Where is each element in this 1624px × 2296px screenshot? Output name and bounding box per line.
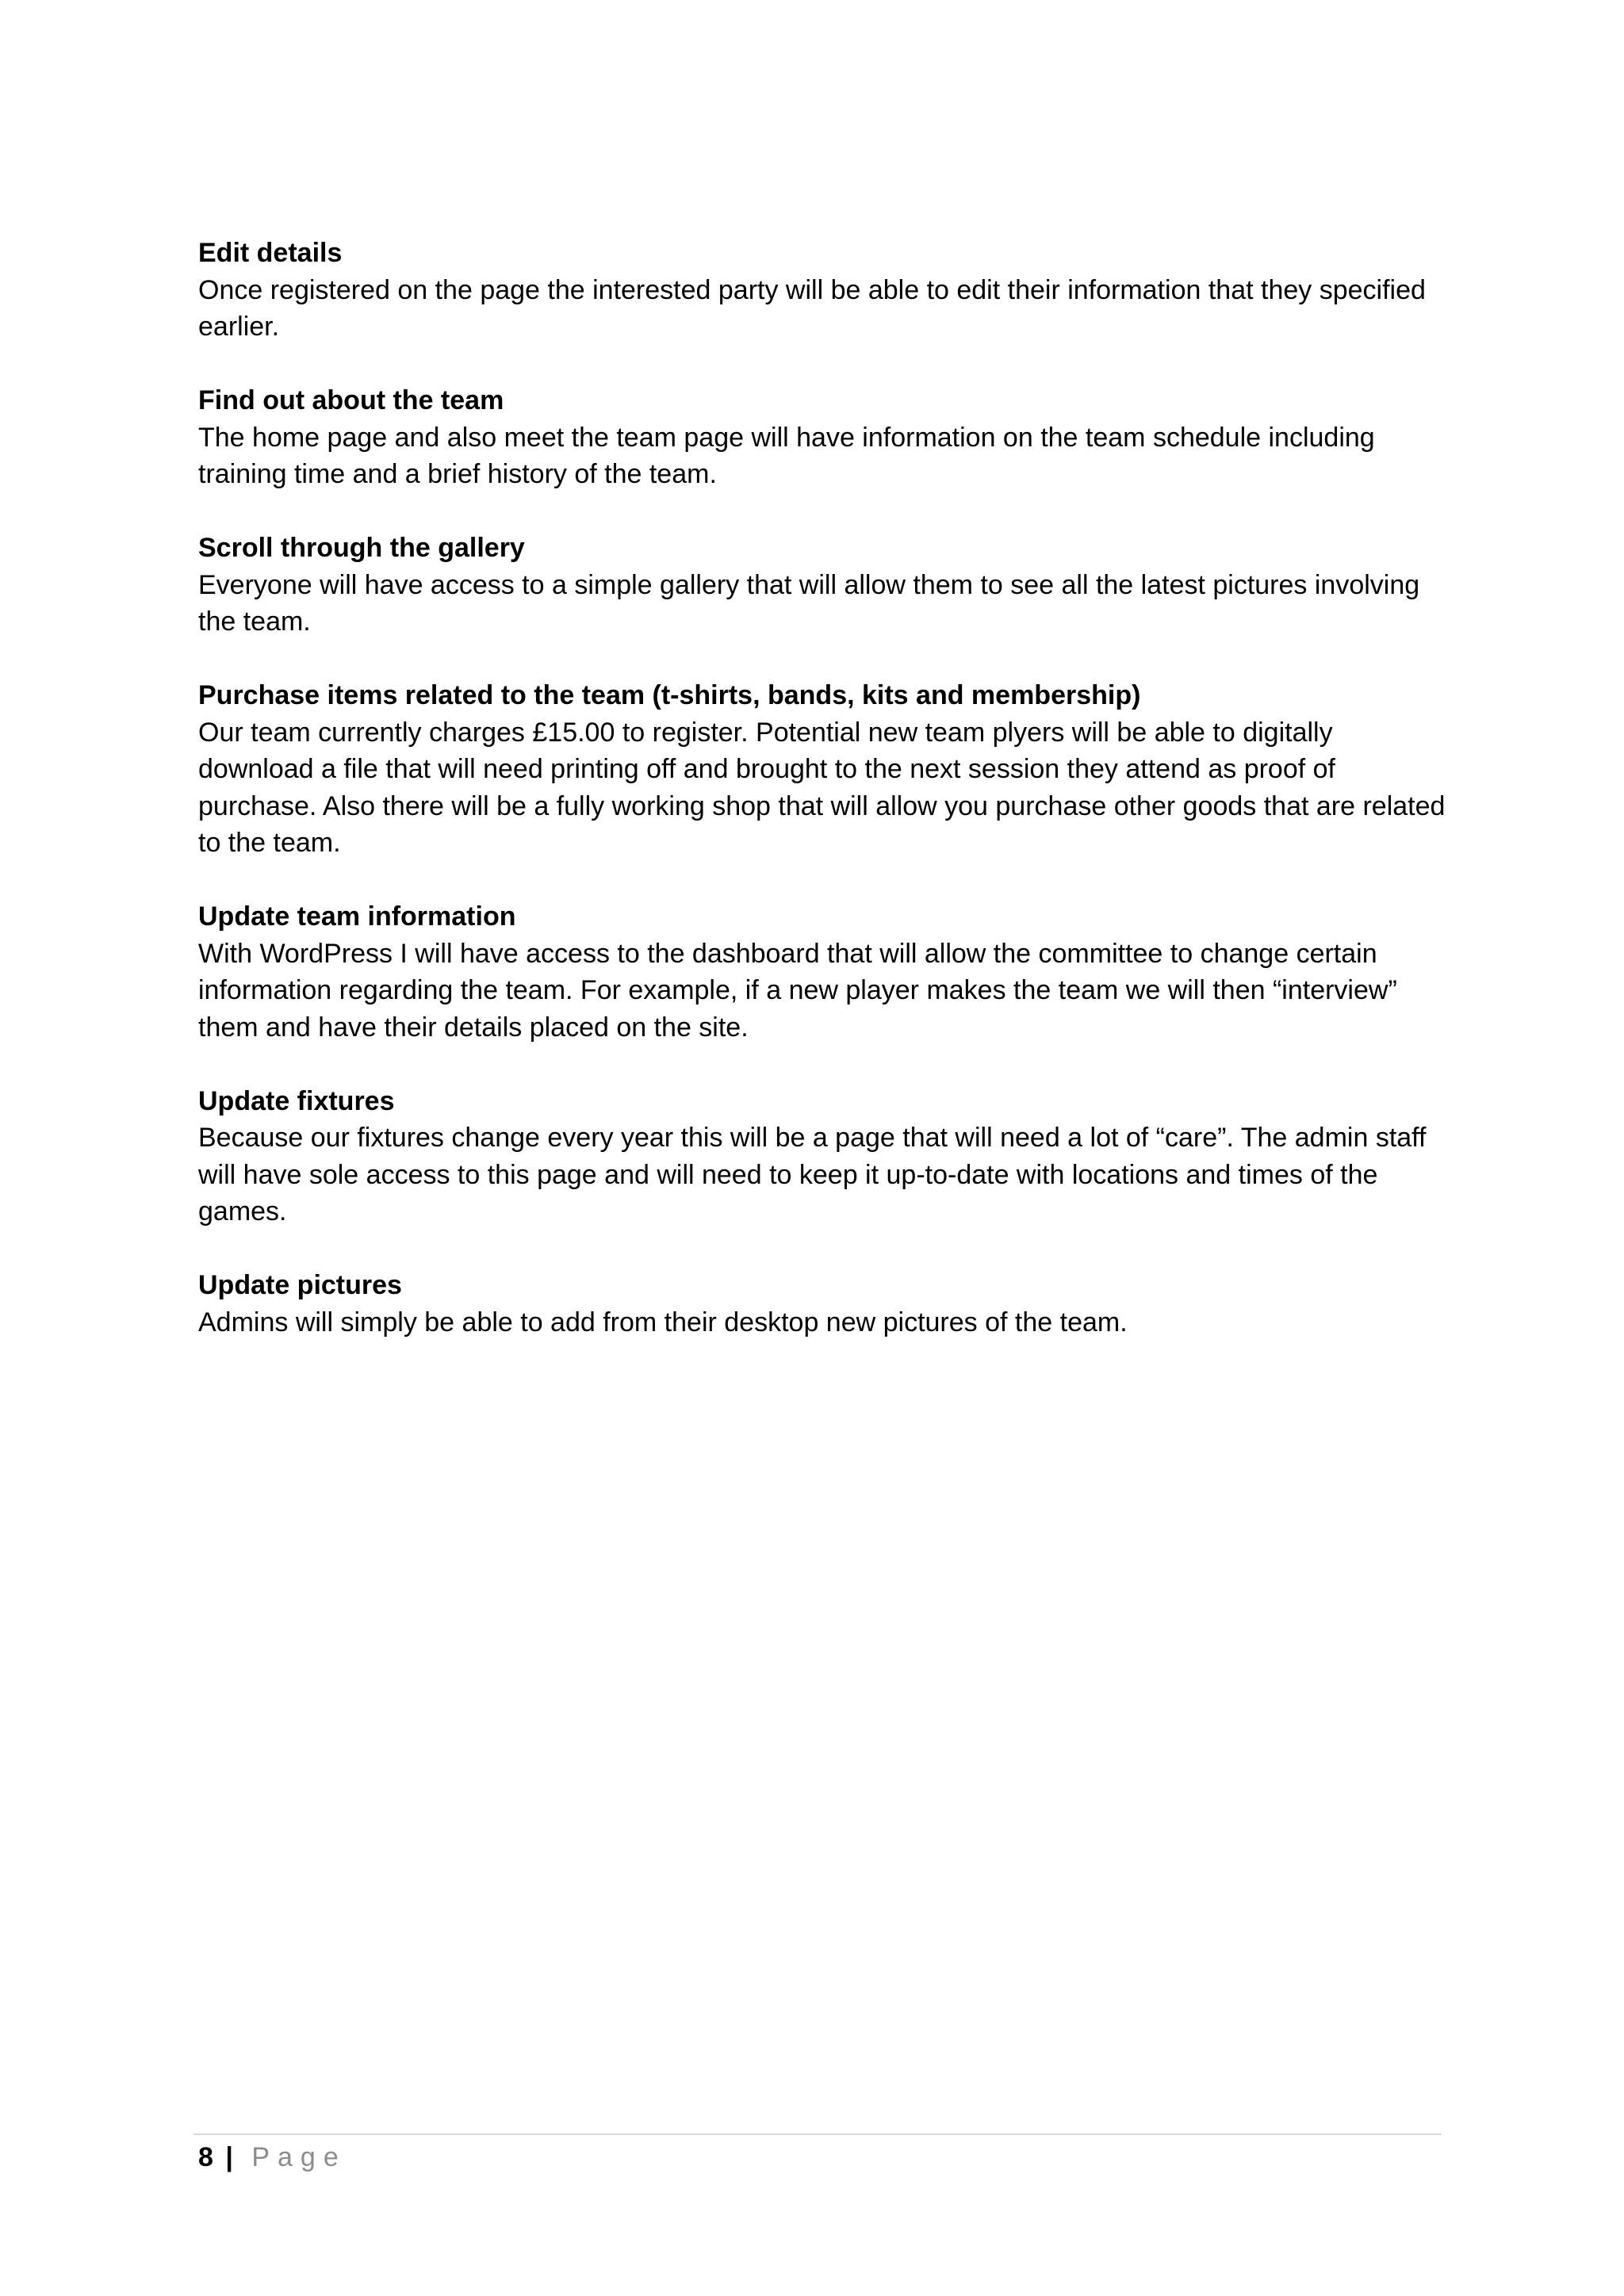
section-heading: Scroll through the gallery (198, 533, 525, 563)
section-body: The home page and also meet the team page will have information on the team schedule including training time and a brief history of the team. (198, 422, 1375, 489)
section-heading: Purchase items related to the team (t-shirts, bands, kits and membership) (198, 680, 1141, 710)
page-footer (198, 2139, 347, 2175)
section-body: Once registered on the page the interested party will be able to edit their information that they specified earlier. (198, 274, 1426, 342)
section-update-team-information (198, 898, 1451, 1046)
section-body: Admins will simply be able to add from their desktop new pictures of the team. (198, 1307, 1128, 1337)
section-body: Our team currently charges £15.00 to register. Potential new team plyers will be able to digitally download a file that will need printing off and brought to the next session they attend as proof of purchase. Also there will be a fully working shop that will allow you purchase other goods that are related to the team. (198, 717, 1446, 858)
footer-separator: | (225, 2142, 233, 2172)
section-scroll-gallery (198, 530, 1451, 641)
section-heading: Update team information (198, 901, 516, 932)
page-number: 8 (198, 2142, 213, 2172)
section-update-fixtures (198, 1083, 1451, 1230)
section-purchase-items (198, 677, 1451, 862)
section-heading: Edit details (198, 238, 343, 268)
section-heading: Update pictures (198, 1270, 402, 1300)
section-edit-details (198, 235, 1451, 346)
section-body: Everyone will have access to a simple gallery that will allow them to see all the latest pictures involving the team. (198, 569, 1420, 637)
section-body: Because our fixtures change every year this will be a page that will need a lot of “care”. The admin staff will have sole access to this page and will need to keep it up-to-date with locations and times of the games. (198, 1123, 1427, 1226)
section-heading: Find out about the team (198, 385, 504, 415)
section-update-pictures (198, 1267, 1451, 1341)
section-heading: Update fixtures (198, 1085, 395, 1116)
section-find-out-about-team (198, 382, 1451, 493)
footer-divider (193, 2133, 1442, 2135)
document-body (198, 235, 1451, 1378)
page-label: Page (251, 2142, 347, 2172)
section-body: With WordPress I will have access to the dashboard that will allow the committee to change certain information regarding the team. For example, if a new player makes the team we will then “interview” them and have their details placed on the site. (198, 938, 1397, 1043)
